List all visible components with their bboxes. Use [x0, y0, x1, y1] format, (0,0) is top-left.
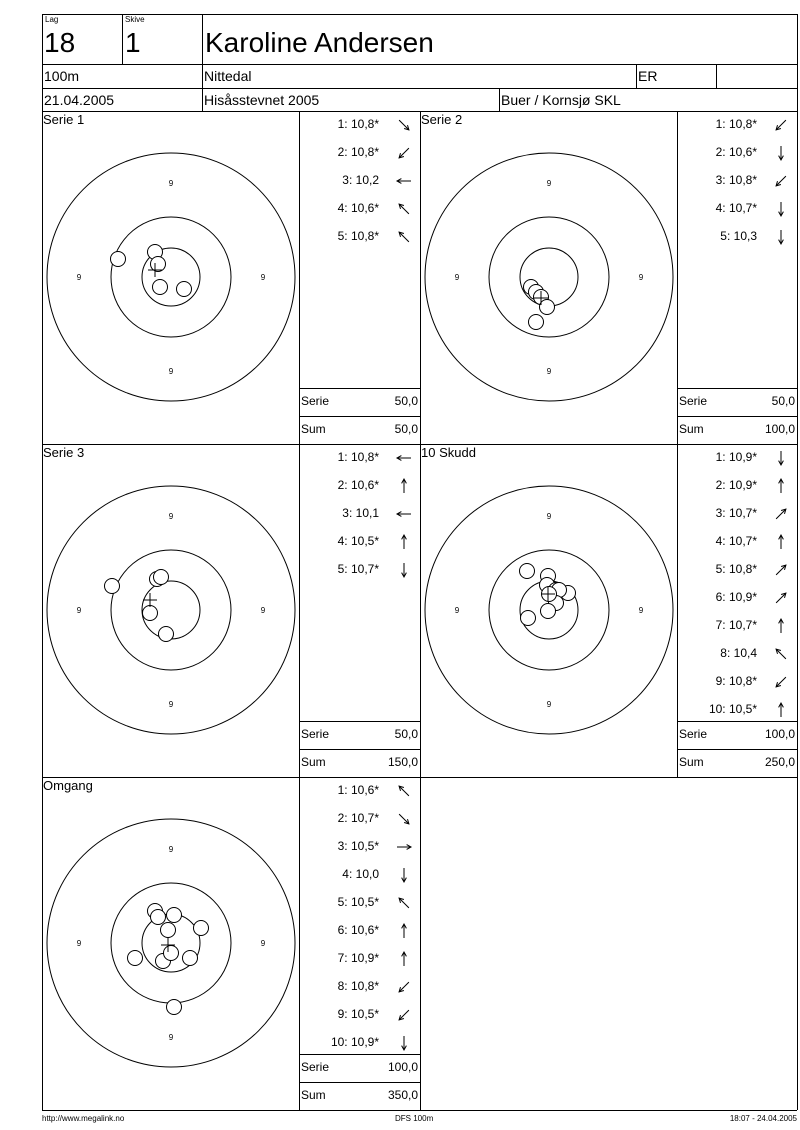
shot-number: 2: [715, 478, 726, 492]
shot-score: 10,9* [350, 1035, 379, 1049]
shot-hole [521, 611, 536, 626]
target-diagram [42, 111, 299, 444]
shot-number: 1: [715, 117, 726, 131]
ring-label: 9 [454, 606, 460, 615]
target-ring [47, 486, 295, 734]
shot-row [301, 783, 379, 797]
sum-value: 100,0 [764, 422, 795, 436]
shot-number: 10: [708, 702, 726, 716]
shot-row [679, 562, 757, 576]
target-diagram [42, 777, 299, 1110]
shot-score: 10,5* [350, 895, 379, 909]
shot-number: 5: [337, 229, 348, 243]
shot-row [301, 145, 379, 159]
shot-score: 10,8* [728, 173, 757, 187]
date: 21.04.2005 [44, 92, 115, 108]
ring-label: 9 [168, 512, 174, 521]
shot-row [301, 201, 379, 215]
shot-hole [143, 606, 158, 621]
serie-value: 100,0 [764, 727, 795, 741]
ring-label: 9 [546, 512, 552, 521]
ring-label: 9 [454, 273, 460, 282]
ring-label: 9 [168, 700, 174, 709]
shot-row [301, 1007, 379, 1021]
direction-arrow-icon [394, 199, 414, 219]
ring-label: 9 [546, 700, 552, 709]
shot-row [301, 478, 379, 492]
lag-label: Lag [45, 15, 59, 24]
shot-score: 10,6* [728, 145, 757, 159]
direction-arrow-icon [771, 143, 791, 163]
shot-row [301, 923, 379, 937]
direction-arrow-icon [394, 476, 414, 496]
sum-label: Sum [679, 755, 704, 769]
shot-number: 10: [330, 1035, 348, 1049]
shot-score: 10,5* [350, 839, 379, 853]
ring-label: 9 [546, 367, 552, 376]
shot-score: 10,7* [728, 618, 757, 632]
shot-score: 10,7* [350, 562, 379, 576]
shot-number: 8: [720, 646, 731, 660]
ring-label: 9 [638, 273, 644, 282]
sum-label: Sum [301, 755, 326, 769]
direction-arrow-icon [771, 476, 791, 496]
sum-value: 50,0 [394, 422, 418, 436]
serie-value: 50,0 [394, 394, 418, 408]
shot-score: 10,9* [728, 478, 757, 492]
direction-arrow-icon [394, 809, 414, 829]
shot-score: 10,3 [733, 229, 757, 243]
direction-arrow-icon [771, 171, 791, 191]
shot-score: 10,8* [350, 450, 379, 464]
shot-score: 10,7* [728, 506, 757, 520]
skive-label: Skive [125, 15, 145, 24]
target-ring [111, 217, 231, 337]
direction-arrow-icon [394, 227, 414, 247]
shot-score: 10,5* [728, 702, 757, 716]
shot-row [679, 674, 757, 688]
shot-row [301, 562, 379, 576]
direction-arrow-icon [771, 700, 791, 720]
shot-score: 10,8* [728, 674, 757, 688]
footer-program: DFS 100m [395, 1114, 434, 1123]
direction-arrow-icon [771, 227, 791, 247]
shot-score: 10,5* [350, 1007, 379, 1021]
shot-row [301, 450, 379, 464]
shot-hole [529, 315, 544, 330]
ring-label: 9 [168, 1033, 174, 1042]
shot-hole [541, 604, 556, 619]
direction-arrow-icon [394, 448, 414, 468]
direction-arrow-icon [394, 977, 414, 997]
serie-label: Serie [679, 727, 708, 741]
panel-title: Serie 3 [43, 445, 85, 460]
shot-number: 6: [337, 923, 348, 937]
shot-score: 10,0 [355, 867, 379, 881]
shot-number: 7: [337, 951, 348, 965]
shot-score: 10,7* [728, 201, 757, 215]
shot-row [301, 811, 379, 825]
venue: Buer / Kornsjø SKL [501, 92, 621, 108]
direction-arrow-icon [394, 504, 414, 524]
skive-number: 1 [125, 27, 141, 58]
shot-score: 10,8* [728, 562, 757, 576]
ring-label: 9 [168, 367, 174, 376]
target-ring [425, 153, 673, 401]
event-name: Hisåsstevnet 2005 [204, 92, 320, 108]
direction-arrow-icon [771, 588, 791, 608]
shot-number: 4: [715, 534, 726, 548]
shot-row [301, 117, 379, 131]
shot-number: 7: [715, 618, 726, 632]
shot-number: 3: [715, 173, 726, 187]
direction-arrow-icon [771, 448, 791, 468]
shot-score: 10,8* [350, 229, 379, 243]
shooter-name: Karoline Andersen [205, 27, 434, 58]
shot-hole [161, 923, 176, 938]
direction-arrow-icon [771, 504, 791, 524]
ring-label: 9 [76, 606, 82, 615]
shot-number: 4: [337, 201, 348, 215]
shot-hole [177, 282, 192, 297]
shot-row [301, 867, 379, 881]
shot-score: 10,8* [350, 979, 379, 993]
shot-score: 10,6* [350, 478, 379, 492]
direction-arrow-icon [771, 560, 791, 580]
shot-row [679, 590, 757, 604]
shot-hole [153, 280, 168, 295]
ring-label: 9 [168, 179, 174, 188]
panel-title: Serie 2 [421, 112, 463, 127]
footer-timestamp: 18:07 - 24.04.2005 [729, 1114, 797, 1123]
direction-arrow-icon [394, 143, 414, 163]
shot-hole [154, 570, 169, 585]
shot-score: 10,9* [350, 951, 379, 965]
shot-row [301, 951, 379, 965]
shot-hole [128, 951, 143, 966]
direction-arrow-icon [394, 171, 414, 191]
shot-number: 5: [720, 229, 731, 243]
shot-row [301, 979, 379, 993]
direction-arrow-icon [394, 532, 414, 552]
direction-arrow-icon [771, 115, 791, 135]
sum-value: 250,0 [764, 755, 795, 769]
direction-arrow-icon [394, 865, 414, 885]
shot-row [679, 201, 757, 215]
serie-value: 50,0 [394, 727, 418, 741]
direction-arrow-icon [771, 616, 791, 636]
shot-score: 10,4 [733, 646, 757, 660]
club: Nittedal [204, 68, 252, 84]
direction-arrow-icon [771, 199, 791, 219]
shot-hole [167, 1000, 182, 1015]
panel-title: Serie 1 [43, 112, 85, 127]
shot-score: 10,6* [350, 201, 379, 215]
shot-row [679, 117, 757, 131]
target-diagram [420, 111, 677, 444]
direction-arrow-icon [394, 837, 414, 857]
distance: 100m [44, 68, 80, 84]
class: ER [638, 68, 658, 84]
serie-value: 100,0 [387, 1060, 418, 1074]
footer-url: http://www.megalink.no [42, 1114, 125, 1123]
target-ring [520, 248, 578, 306]
direction-arrow-icon [394, 893, 414, 913]
shot-row [679, 702, 757, 716]
direction-arrow-icon [394, 781, 414, 801]
direction-arrow-icon [394, 1005, 414, 1025]
shot-number: 4: [342, 867, 353, 881]
direction-arrow-icon [394, 949, 414, 969]
shot-hole [151, 257, 166, 272]
shot-number: 9: [715, 674, 726, 688]
shot-row [301, 839, 379, 853]
shot-score: 10,8* [350, 145, 379, 159]
shot-score: 10,6* [350, 783, 379, 797]
shot-score: 10,5* [350, 534, 379, 548]
shot-hole [183, 951, 198, 966]
target-ring [111, 550, 231, 670]
target-ring [111, 883, 231, 1003]
shot-row [301, 506, 379, 520]
shot-number: 2: [337, 145, 348, 159]
shot-score: 10,8* [350, 117, 379, 131]
shot-row [301, 173, 379, 187]
shot-hole [164, 946, 179, 961]
direction-arrow-icon [394, 921, 414, 941]
shot-number: 5: [337, 562, 348, 576]
shot-number: 2: [337, 478, 348, 492]
direction-arrow-icon [771, 672, 791, 692]
shot-hole [105, 579, 120, 594]
shot-score: 10,1 [355, 506, 379, 520]
shot-hole [111, 252, 126, 267]
direction-arrow-icon [771, 644, 791, 664]
shot-row [679, 145, 757, 159]
shot-row [679, 229, 757, 243]
shot-number: 1: [337, 783, 348, 797]
shot-row [679, 646, 757, 660]
panel-title: Omgang [43, 778, 93, 793]
sum-label: Sum [301, 422, 326, 436]
sum-label: Sum [301, 1088, 326, 1102]
shot-score: 10,2 [355, 173, 379, 187]
shot-number: 3: [342, 506, 353, 520]
shot-row [679, 618, 757, 632]
shot-number: 3: [715, 506, 726, 520]
target-ring [47, 153, 295, 401]
panel-title: 10 Skudd [421, 445, 476, 460]
shot-hole [151, 910, 166, 925]
shot-hole [520, 564, 535, 579]
group-center-marker [143, 593, 157, 607]
shot-number: 2: [337, 811, 348, 825]
serie-label: Serie [679, 394, 708, 408]
shot-row [301, 534, 379, 548]
ring-label: 9 [260, 939, 266, 948]
shot-row [301, 895, 379, 909]
shot-row [679, 506, 757, 520]
target-diagram [42, 444, 299, 777]
shot-number: 8: [337, 979, 348, 993]
shot-number: 3: [342, 173, 353, 187]
shot-number: 5: [337, 895, 348, 909]
shot-number: 1: [715, 450, 726, 464]
lag-number: 18 [44, 27, 76, 58]
target-diagram [420, 444, 677, 777]
shot-number: 5: [715, 562, 726, 576]
shot-number: 1: [337, 117, 348, 131]
ring-label: 9 [260, 606, 266, 615]
serie-value: 50,0 [771, 394, 795, 408]
sum-value: 150,0 [387, 755, 418, 769]
sum-label: Sum [679, 422, 704, 436]
shot-hole [540, 300, 555, 315]
serie-label: Serie [301, 1060, 330, 1074]
shot-number: 3: [337, 839, 348, 853]
shot-number: 4: [715, 201, 726, 215]
shot-number: 6: [715, 590, 726, 604]
shot-number: 4: [337, 534, 348, 548]
sum-value: 350,0 [387, 1088, 418, 1102]
ring-label: 9 [638, 606, 644, 615]
ring-label: 9 [76, 939, 82, 948]
shot-number: 9: [337, 1007, 348, 1021]
shot-score: 10,9* [728, 450, 757, 464]
shot-score: 10,7* [350, 811, 379, 825]
ring-label: 9 [546, 179, 552, 188]
shot-hole [194, 921, 209, 936]
ring-label: 9 [260, 273, 266, 282]
shot-hole [159, 627, 174, 642]
shot-score: 10,7* [728, 534, 757, 548]
shot-number: 1: [337, 450, 348, 464]
target-ring [489, 217, 609, 337]
target-ring [47, 819, 295, 1067]
shot-row [679, 173, 757, 187]
shot-score: 10,8* [728, 117, 757, 131]
shot-row [679, 534, 757, 548]
direction-arrow-icon [394, 115, 414, 135]
serie-label: Serie [301, 727, 330, 741]
direction-arrow-icon [394, 560, 414, 580]
serie-label: Serie [301, 394, 330, 408]
shot-row [301, 229, 379, 243]
shot-row [301, 1035, 379, 1049]
ring-label: 9 [76, 273, 82, 282]
shot-number: 2: [715, 145, 726, 159]
shot-score: 10,9* [728, 590, 757, 604]
direction-arrow-icon [771, 532, 791, 552]
shot-score: 10,6* [350, 923, 379, 937]
shot-hole [167, 908, 182, 923]
ring-label: 9 [168, 845, 174, 854]
direction-arrow-icon [394, 1033, 414, 1053]
shot-row [679, 450, 757, 464]
shot-row [679, 478, 757, 492]
